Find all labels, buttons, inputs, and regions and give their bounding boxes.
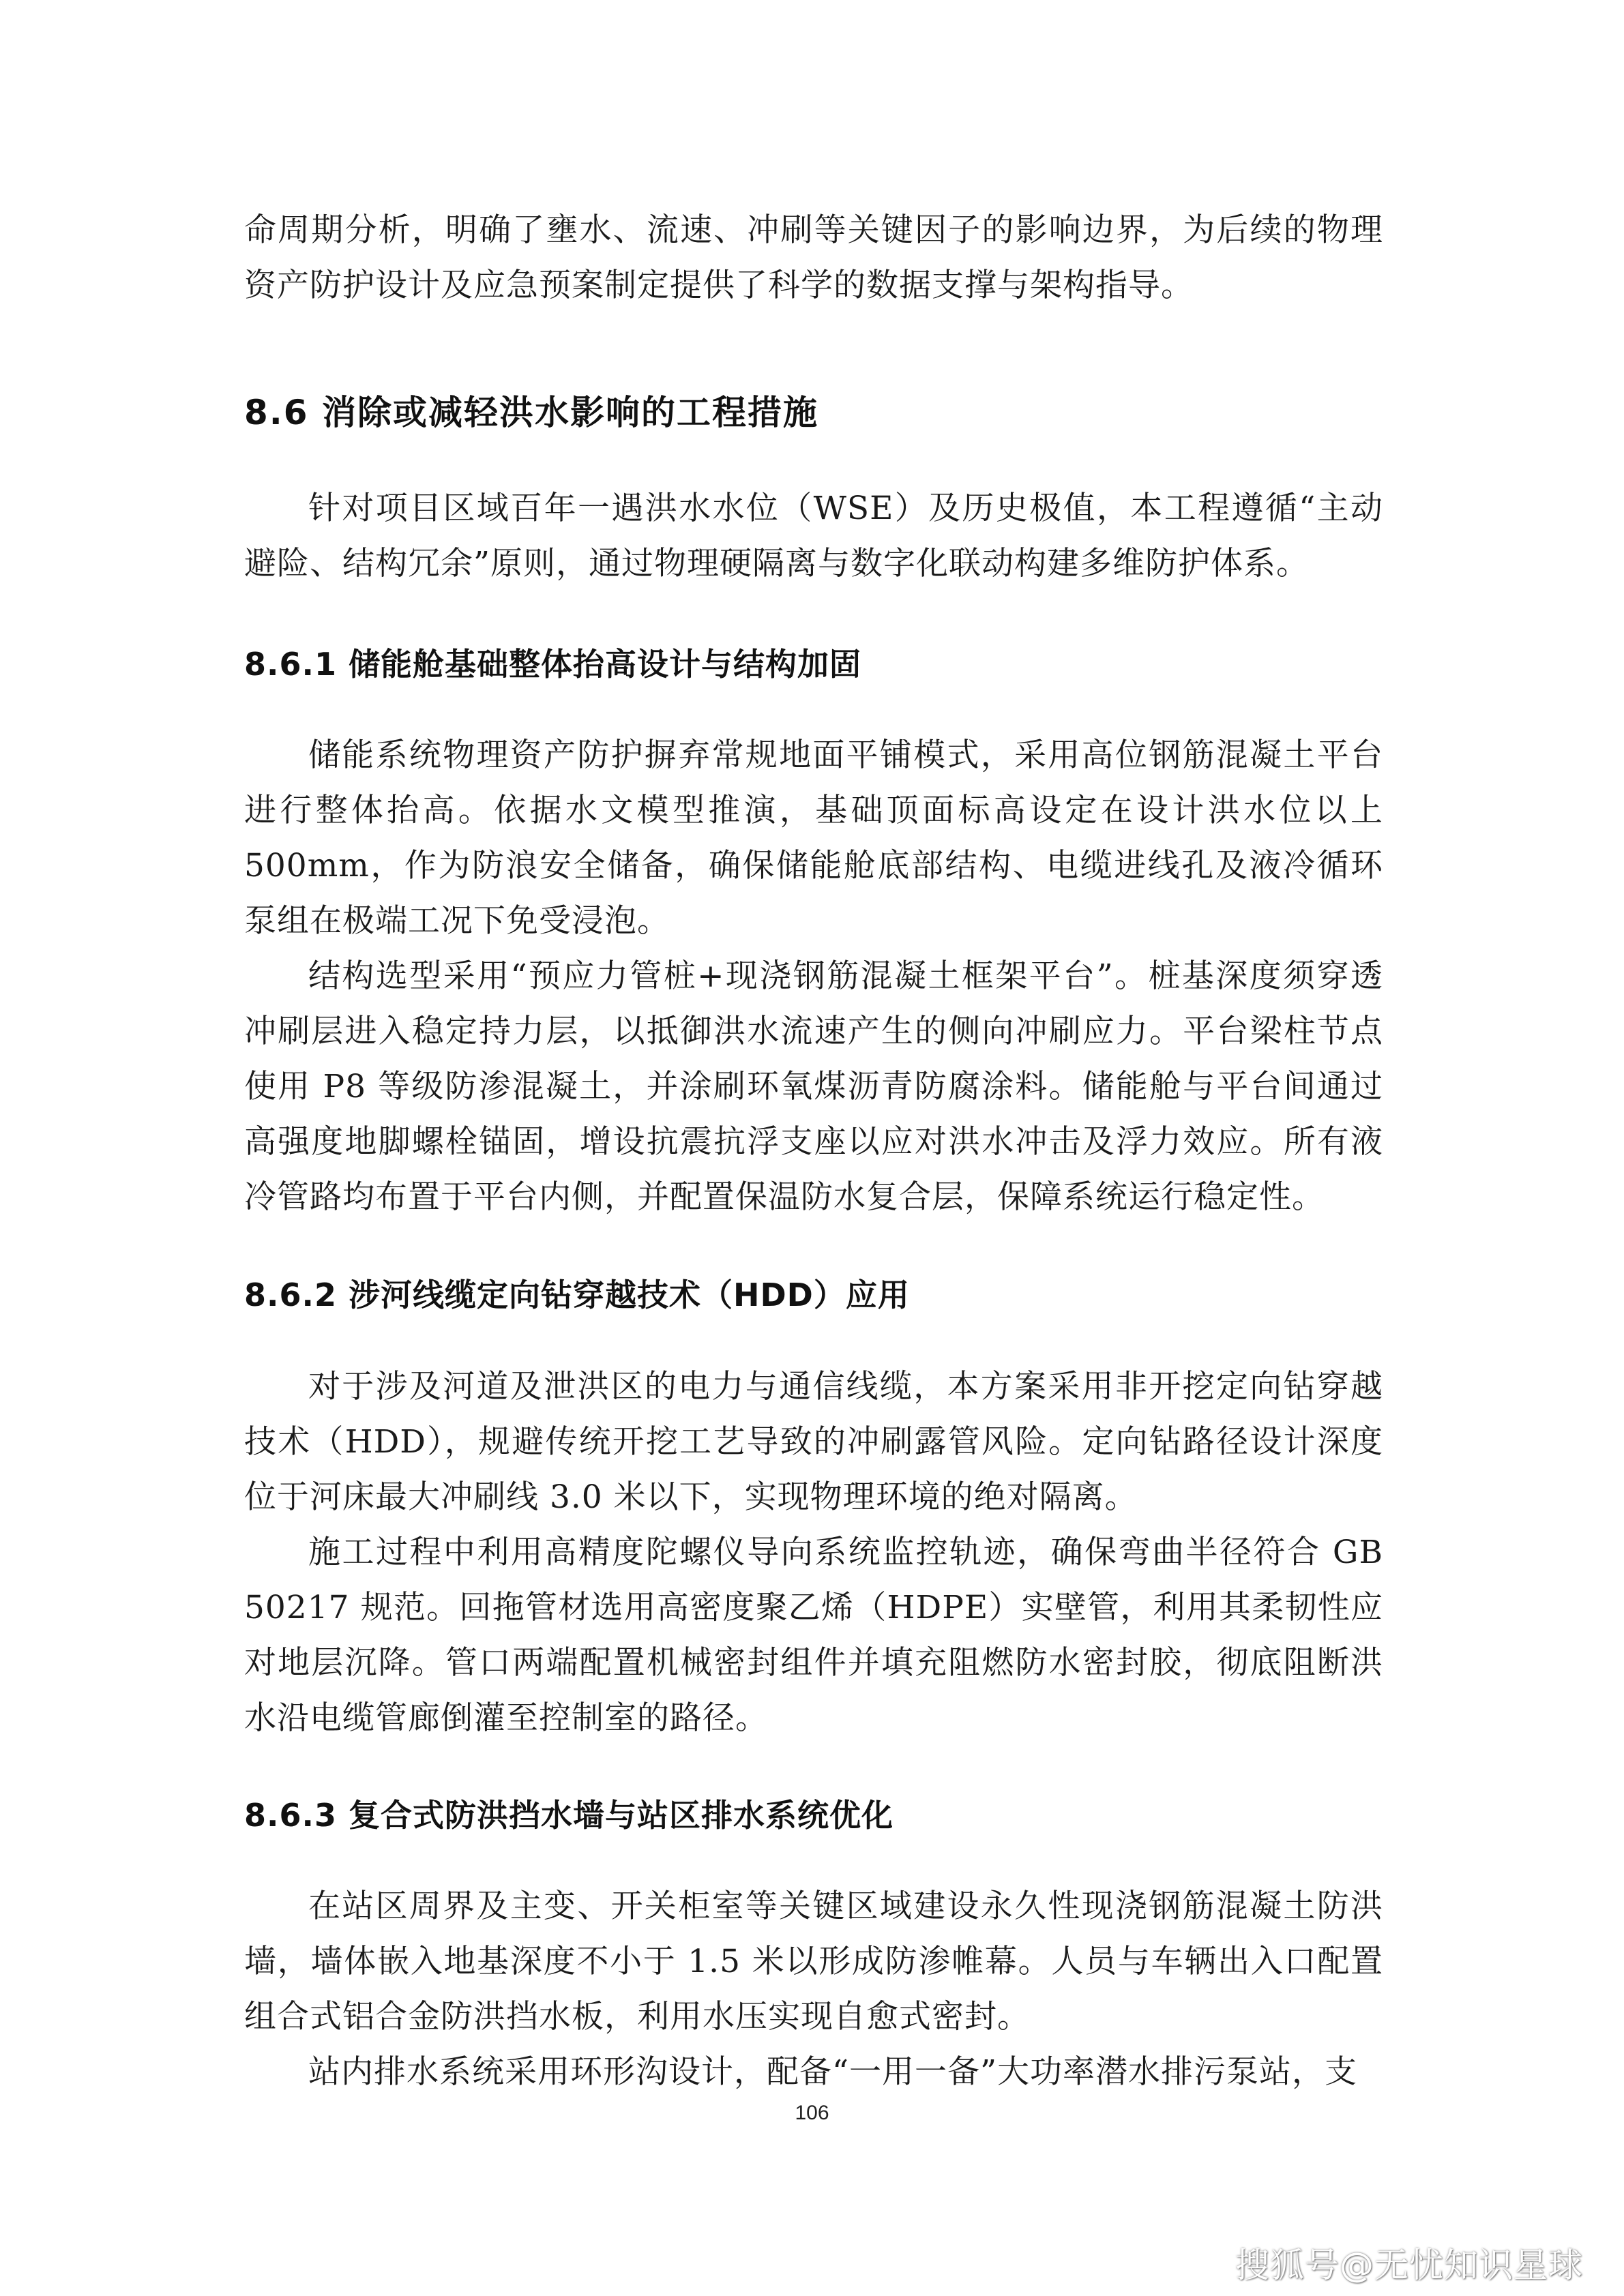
section-8-6-2-heading: 8.6.2 涉河线缆定向钻穿越技术（HDD）应用: [244, 1277, 910, 1313]
section-8-6-intro-paragraph: 针对项目区域百年一遇洪水水位（WSE）及历史极值，本工程遵循“主动避险、结构冗余”原则，通过物理硬隔离与数字化联动构建多维防护体系。: [244, 490, 1383, 582]
section-8-6-2-paragraph-2: 施工过程中利用高精度陀螺仪导向系统监控轨迹，确保弯曲半径符合 GB 50217 规范。回拖管材选用高密度聚乙烯（HDPE）实壁管，利用其柔韧性应对地层沉降。管口两端配置机械密封组件并填充阻燃防水密封胶，彻底阻断洪水沿电缆管廊倒灌至控制室的路径。: [244, 1534, 1383, 1737]
section-8-6-2-paragraph-1: 对于涉及河道及泄洪区的电力与通信线缆，本方案采用非开挖定向钻穿越技术（HDD），规避传统开挖工艺导致的冲刷露管风险。定向钻路径设计深度位于河床最大冲刷线 3.0 米以下，实现物理环境的绝对隔离。: [244, 1368, 1383, 1516]
section-8-6-heading: 8.6 消除或减轻洪水影响的工程措施: [244, 393, 818, 432]
section-8-6-1-paragraph-1: 储能系统物理资产防护摒弃常规地面平铺模式，采用高位钢筋混凝土平台进行整体抬高。依据水文模型推演，基础顶面标高设定在设计洪水位以上 500mm，作为防浪安全储备，确保储能舱底部结构、电缆进线孔及液冷循环泵组在极端工况下免受浸泡。: [244, 736, 1383, 940]
section-8-6-3-paragraph-2: 站内排水系统采用环形沟设计，配备“一用一备”大功率潜水排污泵站，支: [308, 2053, 1358, 2091]
section-8-6-3-heading: 8.6.3 复合式防洪挡水墙与站区排水系统优化: [244, 1797, 894, 1834]
section-8-6-3-paragraph-1: 在站区周界及主变、开关柜室等关键区域建设永久性现浇钢筋混凝土防洪墙，墙体嵌入地基深度不小于 1.5 米以形成防渗帷幕。人员与车辆出入口配置组合式铝合金防洪挡水板，利用水压实现自愈式密封。: [244, 1888, 1383, 2036]
intro-continuation-paragraph: 命周期分析，明确了壅水、流速、冲刷等关键因子的影响边界，为后续的物理资产防护设计及应急预案制定提供了科学的数据支撑与架构指导。: [244, 211, 1383, 304]
section-8-6-1-heading: 8.6.1 储能舱基础整体抬高设计与结构加固: [244, 646, 861, 683]
page-number: 106: [795, 2102, 829, 2124]
section-8-6-1-paragraph-2: 结构选型采用“预应力管桩+现浇钢筋混凝土框架平台”。桩基深度须穿透冲刷层进入稳定持力层，以抵御洪水流速产生的侧向冲刷应力。平台梁柱节点使用 P8 等级防渗混凝土，并涂刷环氧煤沥青防腐涂料。储能舱与平台间通过高强度地脚螺栓锚固，增设抗震抗浮支座以应对洪水冲击及浮力效应。所有液冷管路均布置于平台内侧，并配置保温防水复合层，保障系统运行稳定性。: [244, 957, 1383, 1216]
watermark: 搜狐号@无忧知识星球: [1235, 2246, 1583, 2285]
